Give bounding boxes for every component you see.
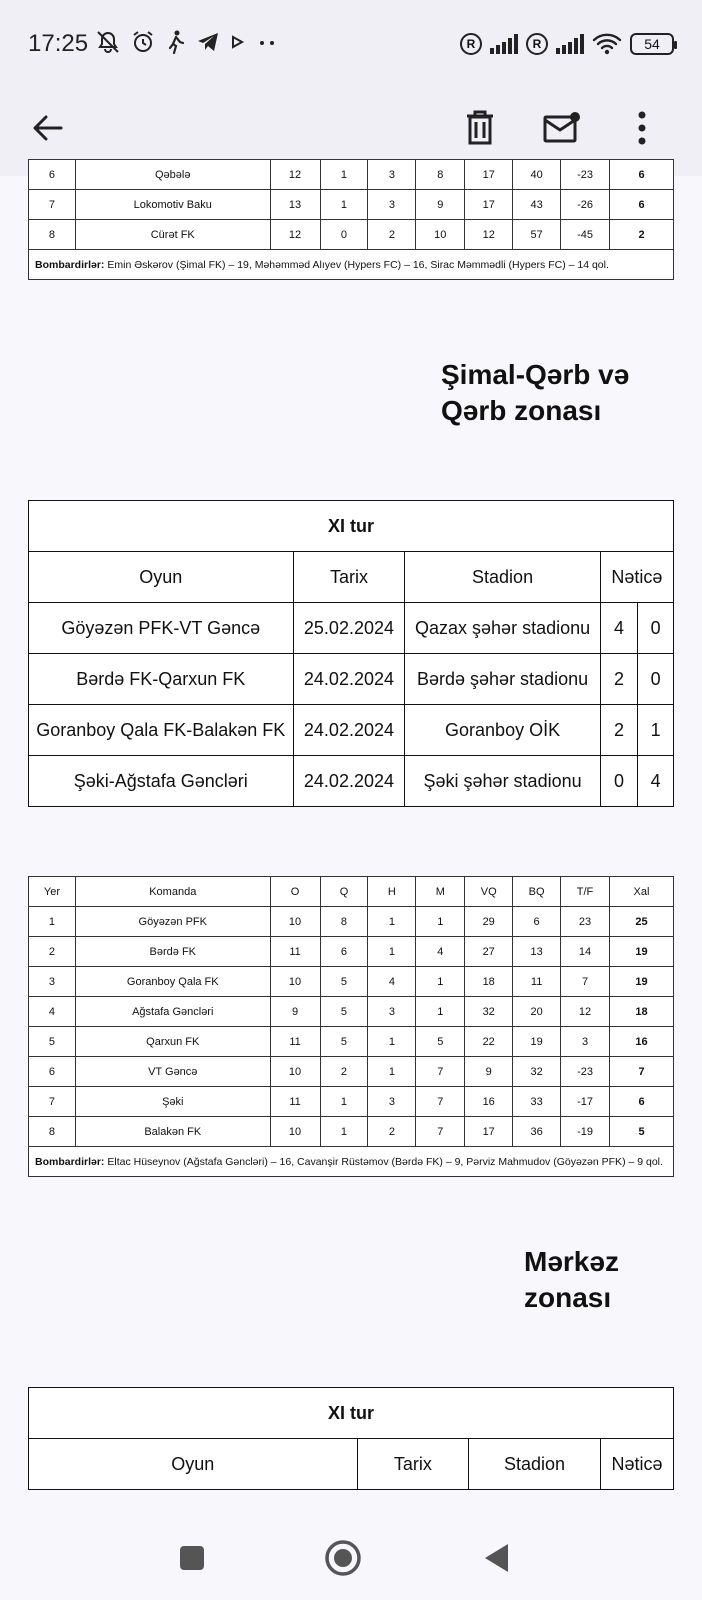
tour-row bbox=[29, 501, 674, 552]
home-circle-icon bbox=[324, 1539, 362, 1577]
match-row: Göyəzən PFK-VT Gəncə 25.02.2024 Qazax şəhər stadionu 4 0 bbox=[29, 603, 674, 654]
wifi-icon bbox=[592, 32, 622, 56]
home-button[interactable] bbox=[323, 1538, 363, 1578]
header-row bbox=[29, 1439, 674, 1490]
scorers-text: Eltac Hüseynov (Ağstafa Gəncləri) – 16, Cavanşir Rüstəmov (Bərdə FK) – 9, Pərviz Mahmudov (Göyəzən PFK) – 9 qol. bbox=[107, 1155, 663, 1168]
mark-unread-button[interactable] bbox=[534, 100, 590, 156]
matches-table-merkez bbox=[28, 1387, 674, 1490]
delete-button[interactable] bbox=[452, 100, 508, 156]
match-row: Goranboy Qala FK-Balakən FK 24.02.2024 Goranboy OİK 2 1 bbox=[29, 705, 674, 756]
standings-header-row: Yer Komanda O Q H M VQ BQ T/F Xal bbox=[29, 877, 674, 907]
table-row: 3 Goranboy Qala FK 10 5 4 1 18 11 7 19 bbox=[29, 967, 674, 997]
signal-icon bbox=[556, 34, 584, 54]
scorers-label: Bombardirlər: bbox=[35, 1155, 105, 1168]
mark-unread-icon bbox=[542, 110, 582, 146]
signal-icon bbox=[490, 34, 518, 54]
col-tarix: Tarix bbox=[357, 1439, 469, 1490]
roaming-icon: R bbox=[526, 33, 548, 55]
col-oyun: Oyun bbox=[29, 552, 294, 603]
table-row: 6 VT Gəncə 10 2 1 7 9 32 -23 7 bbox=[29, 1057, 674, 1087]
alarm-icon bbox=[130, 30, 156, 54]
table-row: 5 Qarxun FK 11 5 1 5 22 19 3 16 bbox=[29, 1027, 674, 1057]
roaming-icon: R bbox=[460, 33, 482, 55]
tour-row bbox=[29, 1388, 674, 1439]
table-row: 8 Cürət FK 12 0 2 10 12 57 -45 2 bbox=[29, 220, 674, 250]
back-triangle-icon bbox=[482, 1542, 510, 1574]
col-stadion: Stadion bbox=[405, 552, 600, 603]
tour-title: XI tur bbox=[29, 501, 674, 552]
col-tarix: Tarix bbox=[293, 552, 405, 603]
table-row: 7 Lokomotiv Baku 13 1 3 9 17 43 -26 6 bbox=[29, 190, 674, 220]
standings-table bbox=[28, 876, 674, 1177]
header-row bbox=[29, 552, 674, 603]
col-netice: Nəticə bbox=[600, 552, 673, 603]
scorers-row bbox=[29, 250, 674, 280]
play-icon bbox=[229, 30, 247, 54]
system-back-button[interactable] bbox=[476, 1538, 516, 1578]
table-row: 6 Qəbələ 12 1 3 8 17 40 -23 6 bbox=[29, 160, 674, 190]
battery-icon: 54 bbox=[630, 33, 674, 55]
standings-table-previous bbox=[28, 159, 674, 280]
col-stadion: Stadion bbox=[469, 1439, 601, 1490]
scorers-label: Bombardirlər: bbox=[35, 258, 105, 271]
walk-icon bbox=[165, 30, 187, 54]
col-oyun: Oyun bbox=[29, 1439, 358, 1490]
tour-title: XI tur bbox=[29, 1388, 674, 1439]
match-row: Şəki-Ağstafa Gəncləri 24.02.2024 Şəki şəhər stadionu 0 4 bbox=[29, 756, 674, 807]
match-row: Bərdə FK-Qarxun FK 24.02.2024 Bərdə şəhər stadionu 2 0 bbox=[29, 654, 674, 705]
table-row: 4 Ağstafa Gəncləri 9 5 3 1 32 20 12 18 bbox=[29, 997, 674, 1027]
table-row: 1 Göyəzən PFK 10 8 1 1 29 6 23 25 bbox=[29, 907, 674, 937]
status-time: 17:25 bbox=[28, 30, 89, 57]
email-body bbox=[0, 168, 702, 1516]
col-netice: Nəticə bbox=[600, 1439, 673, 1490]
more-options-button[interactable] bbox=[614, 100, 670, 156]
recents-square-icon bbox=[178, 1544, 206, 1572]
scorers-row bbox=[29, 1147, 674, 1177]
navigation-bar bbox=[0, 1516, 702, 1600]
section-heading-merkez: Mərkəz zonası bbox=[524, 1246, 619, 1313]
matches-table bbox=[28, 500, 674, 807]
status-bar bbox=[0, 0, 702, 84]
table-row: 7 Şəki 11 1 3 7 16 33 -17 6 bbox=[29, 1087, 674, 1117]
delete-icon bbox=[463, 109, 497, 147]
mute-icon bbox=[95, 30, 121, 54]
more-dots-icon bbox=[256, 30, 278, 54]
more-vert-icon bbox=[637, 111, 647, 145]
notification-icons bbox=[95, 30, 278, 54]
table-row: 8 Balakən FK 10 1 2 7 17 36 -19 5 bbox=[29, 1117, 674, 1147]
table-row: 2 Bərdə FK 11 6 1 4 27 13 14 19 bbox=[29, 937, 674, 967]
recents-button[interactable] bbox=[172, 1538, 212, 1578]
scorers-text: Emin Əskərov (Şimal FK) – 19, Məhəmməd Alıyev (Hypers FC) – 16, Sirac Məmmədli (Hypers FC) – 14 qol. bbox=[107, 258, 609, 271]
telegram-icon bbox=[196, 30, 220, 54]
section-heading-simal-qerb: Şimal-Qərb və Qərb zonası bbox=[441, 359, 630, 426]
back-button[interactable] bbox=[20, 100, 76, 156]
system-icons bbox=[460, 32, 674, 56]
back-arrow-icon bbox=[31, 111, 65, 145]
